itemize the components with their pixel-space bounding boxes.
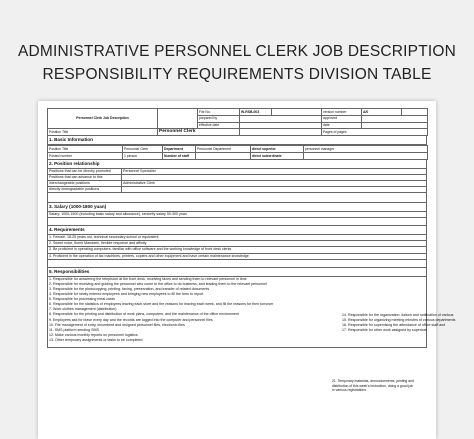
responsibility-item: 12. Make various monthly reports on personnel logistics — [49, 332, 138, 337]
responsibility-item: 16. Responsible for supervising the attendance of office staff and — [342, 322, 446, 327]
basic-cell: direct superior — [251, 146, 304, 153]
spacer-row — [47, 260, 427, 268]
effective-date-label: effective date — [198, 122, 240, 129]
headline-line-2: RESPONSIBILITY REQUIREMENTS DIVISION TABLE — [42, 66, 432, 83]
relationship-label: interchangeable positions — [48, 181, 122, 186]
relationship-value: Administrative Clerk — [123, 180, 155, 185]
basic-cell — [304, 152, 428, 159]
document-sheet — [38, 101, 456, 439]
job-description-table — [47, 108, 456, 348]
basic-cell — [196, 152, 251, 159]
responsibilities-right-column — [342, 312, 456, 333]
basic-cell: Number of staff — [163, 152, 196, 159]
basic-info-table — [47, 145, 428, 160]
responsibilities-list — [49, 277, 339, 343]
headline-line-1: ADMINISTRATIVE PERSONNEL CLERK JOB DESCRIPTION — [17, 43, 457, 60]
requirement-line: 1. Female, 18-25 years old, technical secondary school or equivalent — [47, 235, 427, 241]
overflow-footer-text: 21. Temporary materials, announcements, printing and distribution of this week's instruction, doing a good job in various registrations — [332, 379, 414, 393]
relationship-label: directly downgradable positions — [48, 187, 122, 192]
relationship-value — [122, 175, 123, 180]
basic-cell: Department — [163, 146, 196, 153]
requirement-line: 4. Proficient in the operation of fax machines, printers, copiers and other equipment and have certain maintenance knowledge — [47, 254, 427, 260]
spacer-row — [47, 218, 427, 226]
responsibility-item: 9. Employees ask for leave every day and the records are logged into the computer and personnel files — [49, 317, 213, 322]
basic-cell: 1 person — [123, 152, 163, 159]
responsibility-item: 6. Responsible for the statistics of employees leaving each store and the reasons for leaving each week, and fill the reasons for their turnover — [49, 302, 274, 307]
pages-label: Pages of pages — [322, 129, 428, 136]
relationship-value: Personnel Specialist — [123, 168, 156, 173]
basic-cell: Personnel Clerk — [123, 146, 163, 153]
date-label: date — [322, 122, 362, 129]
responsibility-item: 5. Responsible for processing meal cards — [49, 297, 115, 302]
responsibility-item: 1. Responsible for answering the telephone at the front desk, receiving faxes and sending them to relevant personnel in time — [49, 277, 247, 282]
basic-cell: direct subordinate — [251, 152, 304, 159]
page-headline — [0, 40, 474, 86]
requirement-line: 2. Sweet voice, fluent Mandarin, flexible response and affinity — [47, 241, 427, 247]
salary-heading: 3. Salary (1000-1800 yuan) — [47, 203, 427, 212]
responsibility-item: 7. Work clothes management (distribution) — [49, 307, 117, 312]
relationship-heading: 2. Position relationship — [47, 160, 427, 169]
requirement-line: 3. Be proficient in operating computers, familiar with office software and the working knowledge of front desk clerks — [47, 247, 427, 253]
basic-cell: personnel manager — [304, 146, 428, 153]
relationship-label: Positions that can advance to this — [48, 175, 122, 180]
responsibility-item: 4. Responsible for newly entered employees and bringing new employees to fill the form to report — [49, 292, 204, 297]
document-title: Personnel Clerk Job Description — [48, 109, 158, 129]
basic-cell: Personnel Department — [196, 146, 251, 153]
basic-info-heading: 1. Basic Information — [47, 136, 427, 145]
responsibility-item: 17. Responsible for other work assigned by superiors — [342, 327, 427, 332]
position-title-value: Personnel Clerk — [158, 129, 240, 136]
spacer-row — [47, 193, 427, 203]
responsibilities-heading: 5. Responsibilities — [47, 268, 427, 277]
approved-label: approved — [322, 115, 362, 122]
responsibility-item: 15. Responsible for organizing meeting minutes of various departments — [342, 317, 456, 322]
basic-cell: Position Title — [48, 146, 123, 153]
file-no-value: W-RSB-003 — [240, 109, 272, 116]
responsibilities-block — [47, 277, 456, 348]
prepared-label: prepared by — [198, 115, 240, 122]
basic-cell: Posted number — [48, 152, 123, 159]
responsibility-item: 10. File management of entry, incumbent and resigned personnel files, electronic files — [49, 322, 185, 327]
responsibility-item: 11. SMS platform sending SMS — [49, 327, 99, 332]
file-no-label: File No. — [198, 109, 240, 116]
header-table — [47, 108, 428, 136]
version-value: A/0 — [362, 109, 402, 116]
position-title-label: Position Title — [48, 129, 158, 136]
relationship-label: Positions that can be directly promoted — [48, 169, 122, 174]
requirements-heading: 4. Requirements — [47, 226, 427, 235]
responsibility-item: 14. Responsible for the organization, liaison and notification of various — [342, 312, 454, 317]
responsibility-item: 8. Responsible for the printing and distribution of work plans, computers, and the maintenance of the office environment — [49, 312, 239, 317]
salary-line: Salary: 1000-1500 (including basic salary and allowance), seniority salary 50-300 yuan — [47, 212, 427, 218]
responsibility-item: 3. Responsible for the photocopying, printing, faxing, preservation, and transfer of related documents — [49, 287, 210, 292]
version-label: version number — [322, 109, 362, 116]
relationship-value — [122, 187, 123, 192]
responsibility-item: 13. Other temporary assignments or tasks to be completed — [49, 337, 143, 342]
responsibility-item: 2. Responsible for receiving and guiding the personnel who come to the office to do business, and leading them to the relevant personnel — [49, 282, 267, 287]
